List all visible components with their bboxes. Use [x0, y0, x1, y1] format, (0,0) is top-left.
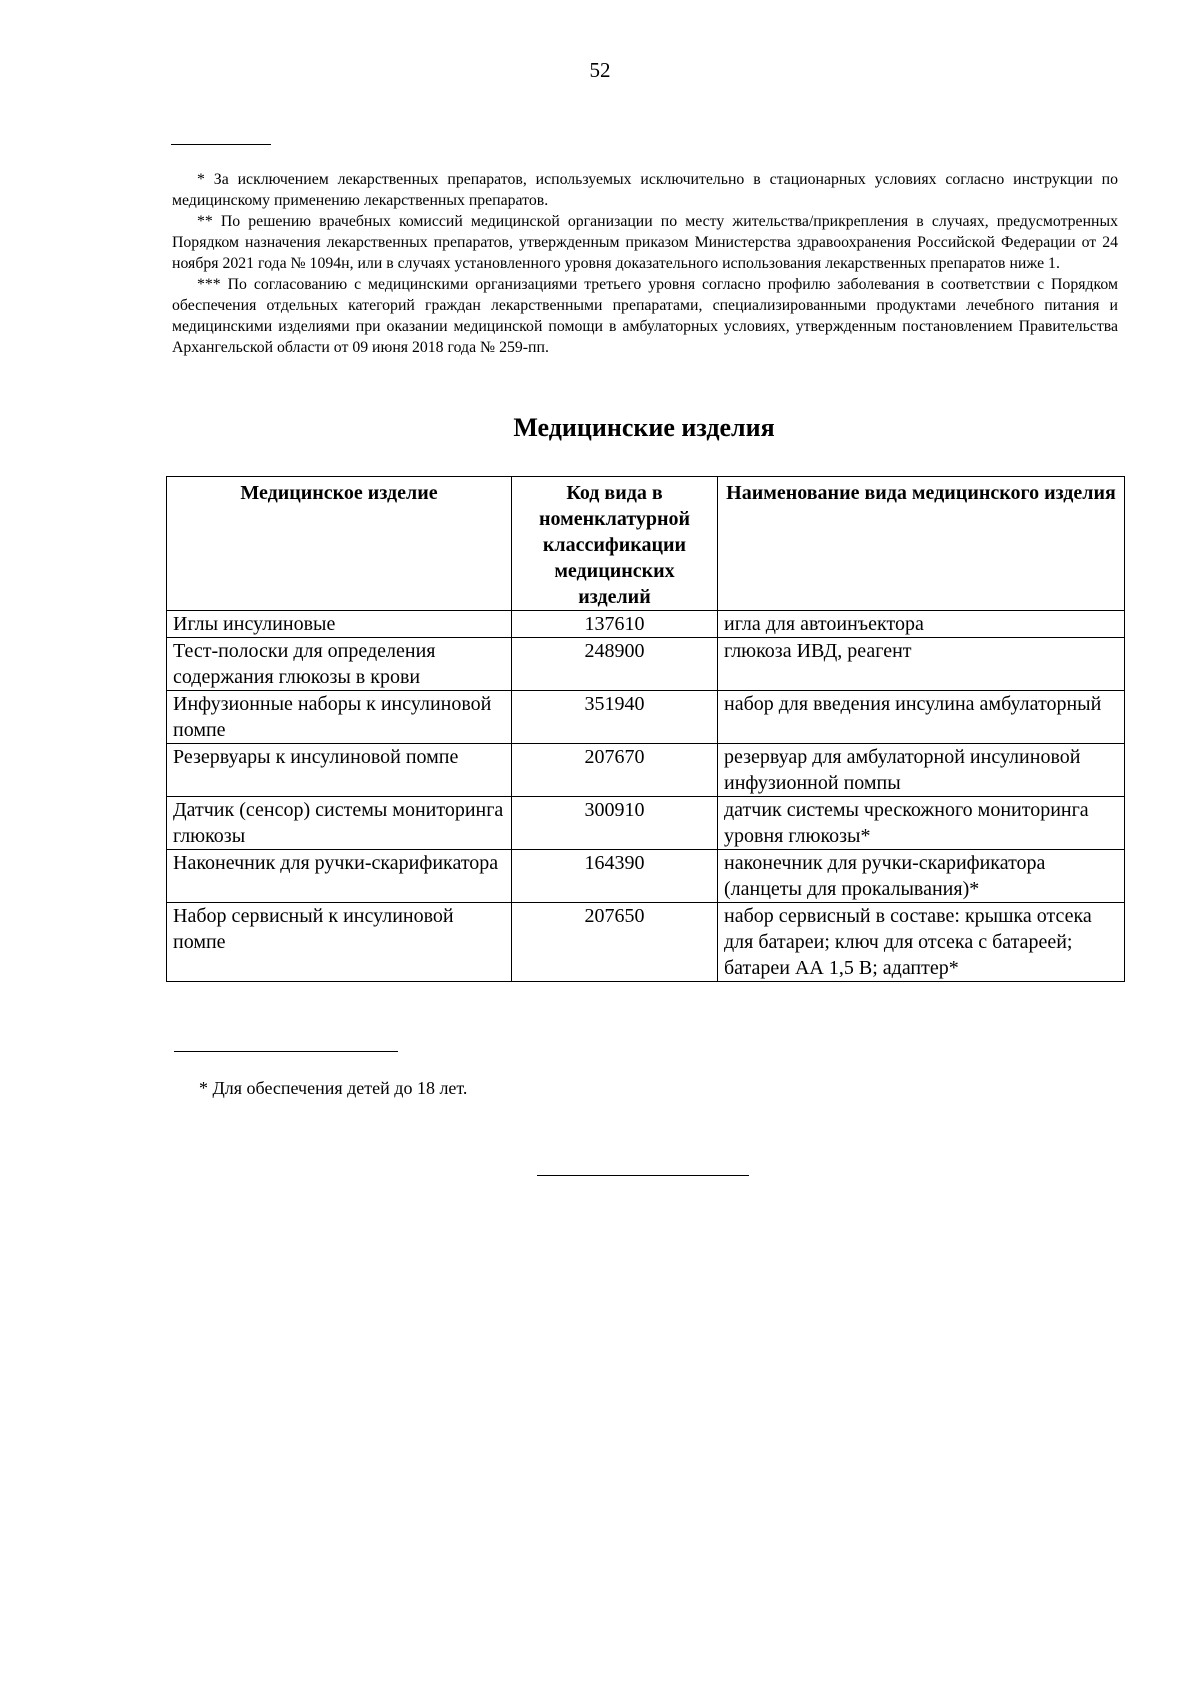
header-name: Наименование вида медицинского изделия — [718, 477, 1125, 611]
cell-name: наконечник для ручки-скарификатора (ланцеты для прокалывания)* — [718, 850, 1125, 903]
table-row — [167, 744, 1125, 797]
footnote-single-star: * За исключением лекарственных препаратов, используемых исключительно в стационарных условиях согласно инструкции по медицинскому применению лекарственных препаратов. — [172, 171, 1118, 209]
cell-code: 164390 — [512, 850, 718, 903]
footnote-separator-bottom — [174, 1051, 398, 1052]
section-title: Медицинские изделия — [513, 413, 775, 442]
cell-name: набор сервисный в составе: крышка отсека для батареи; ключ для отсека с батареей; батареи АА 1,5 В; адаптер* — [718, 903, 1125, 982]
end-of-section-line — [537, 1175, 749, 1176]
cell-name: датчик системы чрескожного мониторинга уровня глюкозы* — [718, 797, 1125, 850]
cell-device: Иглы инсулиновые — [167, 611, 512, 638]
cell-device: Датчик (сенсор) системы мониторинга глюкозы — [167, 797, 512, 850]
cell-device: Инфузионные наборы к инсулиновой помпе — [167, 691, 512, 744]
cell-name: глюкоза ИВД, реагент — [718, 638, 1125, 691]
table-header-row — [167, 477, 1125, 611]
table-row — [167, 691, 1125, 744]
footnote-double-star: ** По решению врачебных комиссий медицинской организации по месту жительства/прикрепления в случаях, предусмотренных Порядком назначения лекарственных препаратов, утвержденным приказом Министерства здравоохранения Российской Федерации от 24 ноября 2021 года № 1094н, или в случаях установленного уровня доказательного использования лекарственных препаратов ниже 1. — [172, 213, 1118, 272]
cell-code: 300910 — [512, 797, 718, 850]
cell-device: Резервуары к инсулиновой помпе — [167, 744, 512, 797]
table-row — [167, 797, 1125, 850]
header-device: Медицинское изделие — [167, 477, 512, 611]
table-row — [167, 638, 1125, 691]
footnote-separator-top — [171, 144, 271, 145]
cell-name: резервуар для амбулаторной инсулиновой инфузионной помпы — [718, 744, 1125, 797]
cell-device: Тест-полоски для определения содержания глюкозы в крови — [167, 638, 512, 691]
table-row — [167, 850, 1125, 903]
footnote-triple-star: *** По согласованию с медицинскими организациями третьего уровня согласно профилю заболевания в соответствии с Порядком обеспечения отдельных категорий граждан лекарственными препаратами, специализированными продуктами лечебного питания и медицинскими изделиями при оказании медицинской помощи в амбулаторных условиях, утвержденным постановлением Правительства Архангельской области от 09 июня 2018 года № 259-пп. — [172, 276, 1118, 356]
footnotes-block — [172, 169, 1118, 358]
cell-code: 248900 — [512, 638, 718, 691]
cell-device: Наконечник для ручки-скарификатора — [167, 850, 512, 903]
cell-name: игла для автоинъектора — [718, 611, 1125, 638]
cell-device: Набор сервисный к инсулиновой помпе — [167, 903, 512, 982]
table-footnote: * Для обеспечения детей до 18 лет. — [199, 1078, 468, 1098]
table-row — [167, 903, 1125, 982]
header-code: Код вида в номенклатурной классификации медицинских изделий — [512, 477, 718, 611]
cell-name: набор для введения инсулина амбулаторный — [718, 691, 1125, 744]
page-number: 52 — [589, 58, 611, 82]
cell-code: 207650 — [512, 903, 718, 982]
medical-devices-table — [166, 476, 1125, 982]
table-row — [167, 611, 1125, 638]
cell-code: 351940 — [512, 691, 718, 744]
cell-code: 137610 — [512, 611, 718, 638]
cell-code: 207670 — [512, 744, 718, 797]
